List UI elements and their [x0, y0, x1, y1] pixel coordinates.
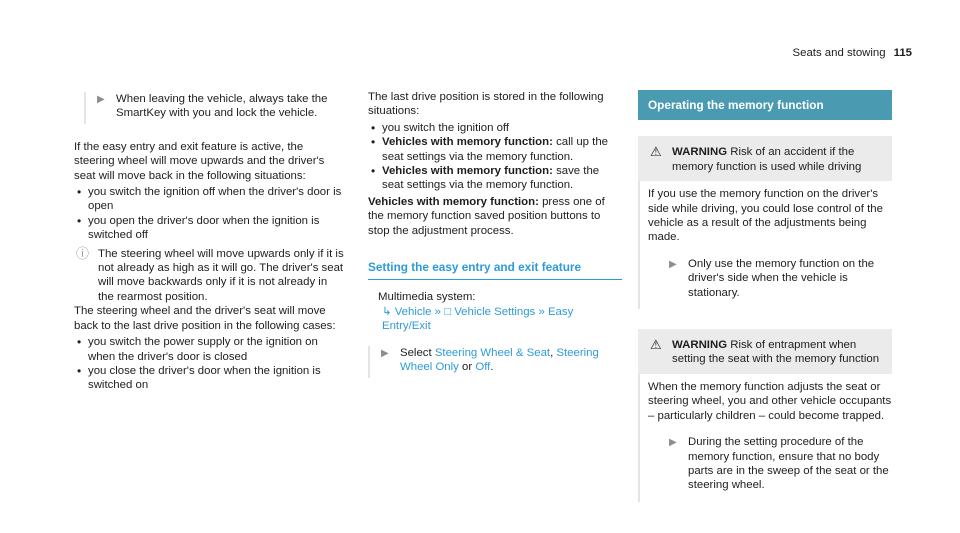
separator: or: [458, 361, 476, 374]
triangle-right-icon: ▶: [381, 347, 389, 359]
page-header: [793, 46, 912, 60]
bold-label: Vehicles with memory function:: [382, 136, 553, 149]
warning-title: Risk of an accident if the memory function is used while driving: [672, 146, 862, 173]
path-vehicle-settings[interactable]: Vehicle Settings: [454, 305, 536, 318]
page-number: 115: [893, 47, 912, 59]
item-text: save the seat settings via the memory function.: [382, 165, 600, 192]
step-select-option: [368, 346, 622, 378]
seat-icon: □: [444, 305, 452, 318]
option-steering-wheel-seat[interactable]: Steering Wheel & Seat: [434, 346, 551, 359]
bullet-list: [368, 121, 622, 193]
bullet-list-1: [74, 185, 346, 243]
warning-body: [638, 374, 892, 502]
warning-triangle-icon: ⚠: [650, 144, 662, 160]
warning-body: [638, 181, 892, 309]
memory-section-header: Operating the memory function: [638, 90, 892, 120]
column-3: [638, 90, 892, 502]
warning-title: Risk of entrapment when setting the seat with the memory function: [672, 339, 880, 366]
warning-triangle-icon: ⚠: [650, 337, 662, 353]
bold-label: Vehicles with memory function:: [382, 165, 553, 178]
section-name: Seats and stowing: [792, 47, 886, 59]
step-memory-stationary: [658, 257, 892, 303]
info-note: [74, 247, 346, 305]
warning-accident: [638, 136, 892, 181]
list-item: • you switch the power supply or the ignition on when the driver's door is closed: [74, 335, 346, 364]
column-2: [368, 90, 622, 378]
list-item: [368, 164, 622, 193]
warning-entrapment: [638, 329, 892, 374]
warning-text: When the memory function adjusts the seat or steering wheel, you and other vehicle occupants – particularly children – could become trapped.: [648, 380, 892, 422]
paragraph-2: The steering wheel and the driver's seat will move back to the last drive position in the following cases:: [74, 305, 336, 332]
select-label: Select: [400, 346, 435, 359]
intro-paragraph: If the easy entry and exit feature is active, the steering wheel will move upwards and the driver's seat will move back in the following situations:: [74, 140, 325, 182]
double-chevron-icon: »: [434, 305, 441, 318]
step-take-smartkey: [84, 92, 346, 124]
list-item: • you switch the ignition off: [368, 121, 622, 135]
option-steering-wheel-only[interactable]: Steering Wheel Only: [400, 346, 599, 374]
bold-label: Vehicles with memory function:: [368, 195, 539, 208]
path-easy-entry-exit[interactable]: Easy Entry/Exit: [382, 305, 574, 333]
step-check-body-parts: [658, 435, 892, 496]
step-text: During the setting procedure of the memory function, ensure that no body parts are in the sweep of the seat or the steering wheel.: [688, 436, 889, 492]
double-chevron-icon: »: [538, 305, 545, 318]
info-icon: ⓘ: [76, 245, 90, 261]
step-text: Only use the memory function on the driver's side when the vehicle is stationary.: [688, 257, 875, 299]
list-item: • you switch the ignition off when the driver's door is open: [74, 185, 346, 214]
item-text: call up the seat settings via the memory function.: [382, 136, 608, 163]
list-item: • you close the driver's door when the ignition is switched on: [74, 364, 346, 393]
note-text: The steering wheel will move upwards only if it is not already as high as it will go. The driver's seat will move backwards only if it is not already in the rearmost position.: [98, 247, 344, 303]
list-item: • you open the driver's door when the ignition is switched off: [74, 214, 346, 243]
option-off[interactable]: Off: [475, 361, 491, 374]
list-item: [368, 135, 622, 164]
separator: .: [490, 361, 494, 374]
separator: ,: [550, 346, 557, 359]
memory-paragraph: [368, 195, 622, 238]
path-vehicle[interactable]: Vehicle: [394, 305, 432, 318]
triangle-right-icon: ▶: [97, 94, 105, 105]
multimedia-label: Multimedia system:: [378, 291, 476, 304]
column-1: [74, 92, 346, 395]
warning-label: WARNING: [672, 339, 728, 352]
intro-paragraph: The last drive position is stored in the following situations:: [368, 91, 604, 118]
warning-label: WARNING: [672, 146, 728, 159]
bullet-list-2: [74, 335, 346, 393]
section-heading: Setting the easy entry and exit feature: [368, 260, 622, 280]
return-arrow-icon: ↳: [382, 305, 392, 318]
warning-text: If you use the memory function on the driver's side while driving, you could lose control of the vehicle as a result of the adjustments being made.: [648, 188, 883, 244]
triangle-right-icon: ▶: [669, 437, 677, 449]
triangle-right-icon: ▶: [669, 258, 677, 270]
step-text: When leaving the vehicle, always take the SmartKey with you and lock the vehicle.: [116, 93, 328, 120]
paragraph-text: press one of the memory function saved position buttons to stop the adjustment process.: [368, 195, 605, 237]
menu-path: [368, 290, 622, 333]
